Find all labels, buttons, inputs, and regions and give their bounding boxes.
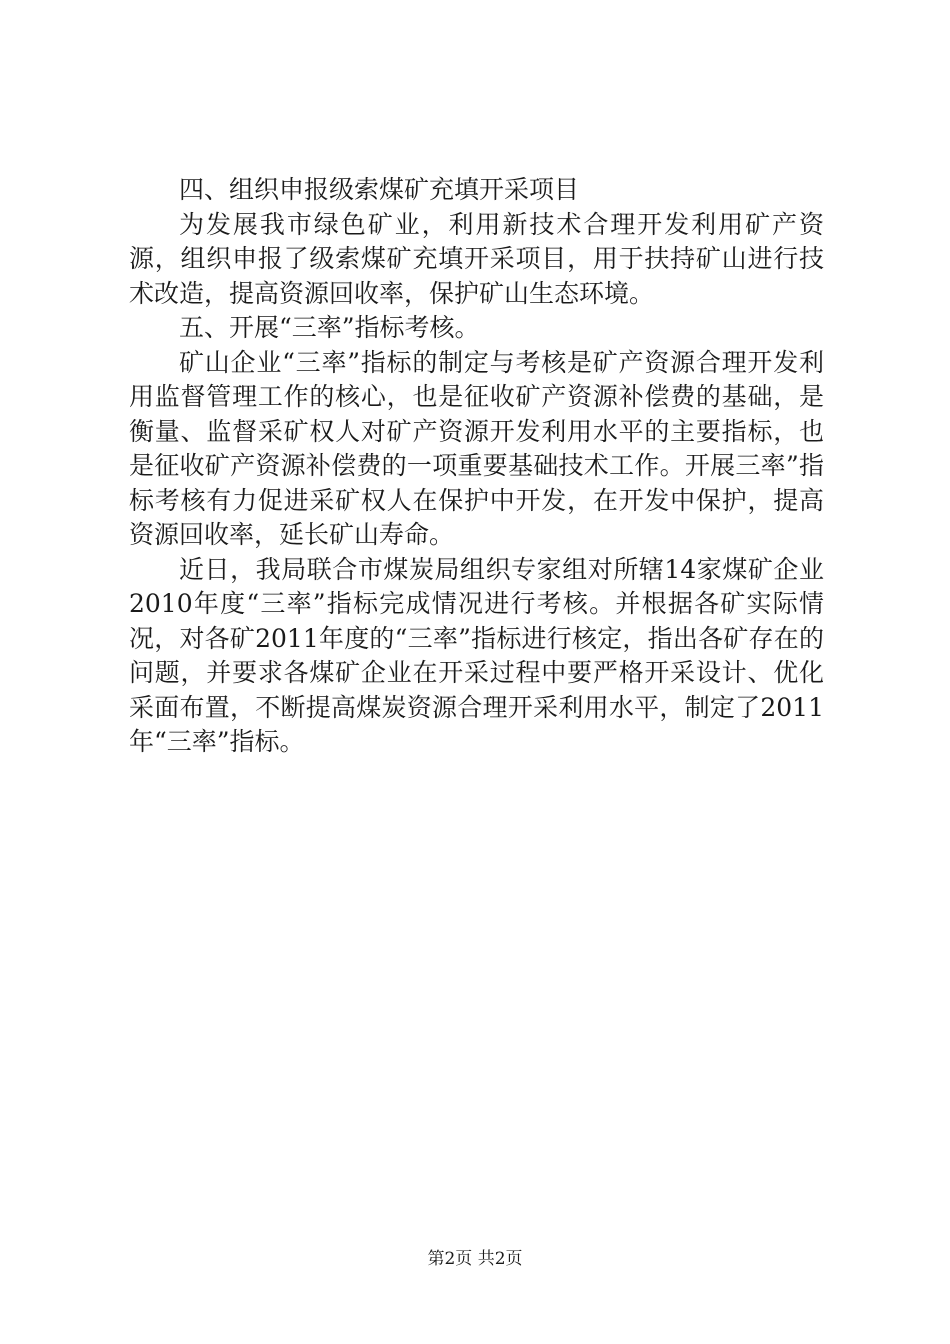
document-body [129,173,824,760]
paragraph-assessment: 近日，我局联合市煤炭局组织专家组对所辖14家煤矿企业2010年度“三率”指标完成情况进行考核。并根据各矿实际情况，对各矿2011年度的“三率”指标进行核定，指出各矿存在的问题，并要求各煤矿企业在开采过程中要严格开采设计、优化采面布置，不断提高煤炭资源合理开采利用水平，制定了2011年“三率”指标。 [129,554,824,756]
heading-section-four: 四、组织申报级索煤矿充填开采项目 [179,175,580,204]
paragraph-green-mining: 为发展我市绿色矿业，利用新技术合理开发利用矿产资源，组织申报了级索煤矿充填开采项目，用于扶持矿山进行技术改造，提高资源回收率，保护矿山生态环境。 [129,209,824,308]
paragraph-three-rates: 矿山企业“三率”指标的制定与考核是矿产资源合理开发利用监督管理工作的核心，也是征收矿产资源补偿费的基础，是衡量、监督采矿权人对矿产资源开发利用水平的主要指标，也是征收矿产资源补偿费的一项重要基础技术工作。开展三率”指标考核有力促进采矿权人在保护中开发，在开发中保护，提高资源回收率，延长矿山寿命。 [129,347,824,549]
page-number-footer: 第2页 共2页 [427,1249,523,1269]
heading-section-five: 五、开展“三率”指标考核。 [179,313,480,342]
